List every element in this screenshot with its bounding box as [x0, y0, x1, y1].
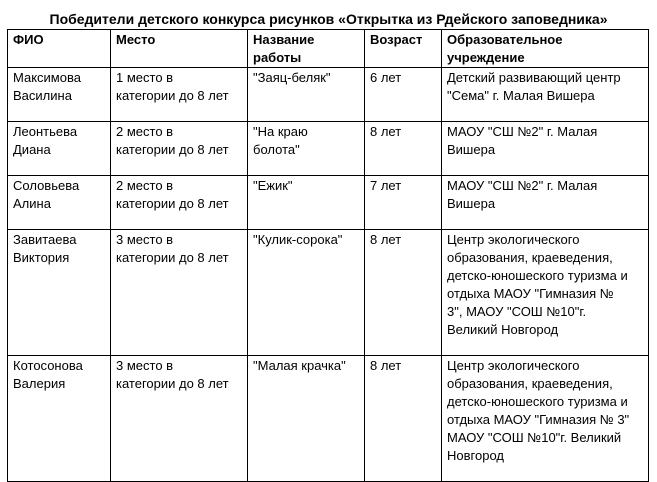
cell-name: Завитаева Виктория	[8, 230, 111, 356]
document-title: Победители детского конкурса рисунков «Открытка из Рдейского заповедника»	[49, 11, 608, 27]
cell-age: 8 лет	[365, 356, 442, 482]
header-name: ФИО	[8, 30, 111, 68]
cell-work-title: "Малая крачка"	[248, 356, 365, 482]
winners-table	[7, 29, 649, 482]
cell-place: 1 место в категории до 8 лет	[111, 68, 248, 122]
header-place: Место	[111, 30, 248, 68]
table-row	[8, 176, 649, 230]
table-row	[8, 68, 649, 122]
cell-age: 8 лет	[365, 122, 442, 176]
cell-name: Соловьева Алина	[8, 176, 111, 230]
cell-school: Детский развивающий центр "Сема" г. Малая Вишера	[442, 68, 649, 122]
table-row	[8, 356, 649, 482]
cell-name: Леонтьева Диана	[8, 122, 111, 176]
cell-place: 2 место в категории до 8 лет	[111, 122, 248, 176]
header-age: Возраст	[365, 30, 442, 68]
cell-place: 3 место в категории до 8 лет	[111, 230, 248, 356]
header-school: Образовательное учреждение	[442, 30, 649, 68]
cell-work-title: "На краю болота"	[248, 122, 365, 176]
cell-age: 8 лет	[365, 230, 442, 356]
cell-school: Центр экологического образования, краеведения, детско-юношеского туризма и отдыха МАОУ "Гимназия № 3", МАОУ "СОШ №10"г. Великий Новгород	[442, 230, 649, 356]
cell-age: 6 лет	[365, 68, 442, 122]
cell-school: Центр экологического образования, краеведения, детско-юношеского туризма и отдыха МАОУ "Гимназия № 3" МАОУ "СОШ №10"г. Великий Новгород	[442, 356, 649, 482]
header-work-title: Название работы	[248, 30, 365, 68]
cell-work-title: "Заяц-беляк"	[248, 68, 365, 122]
cell-place: 2 место в категории до 8 лет	[111, 176, 248, 230]
cell-age: 7 лет	[365, 176, 442, 230]
cell-school: МАОУ "СШ №2" г. Малая Вишера	[442, 122, 649, 176]
cell-work-title: "Ежик"	[248, 176, 365, 230]
cell-place: 3 место в категории до 8 лет	[111, 356, 248, 482]
header-row	[8, 30, 649, 68]
cell-name: Максимова Василина	[8, 68, 111, 122]
table-row	[8, 230, 649, 356]
cell-work-title: "Кулик-сорока"	[248, 230, 365, 356]
cell-school: МАОУ "СШ №2" г. Малая Вишера	[442, 176, 649, 230]
table-row	[8, 122, 649, 176]
cell-name: Котосонова Валерия	[8, 356, 111, 482]
